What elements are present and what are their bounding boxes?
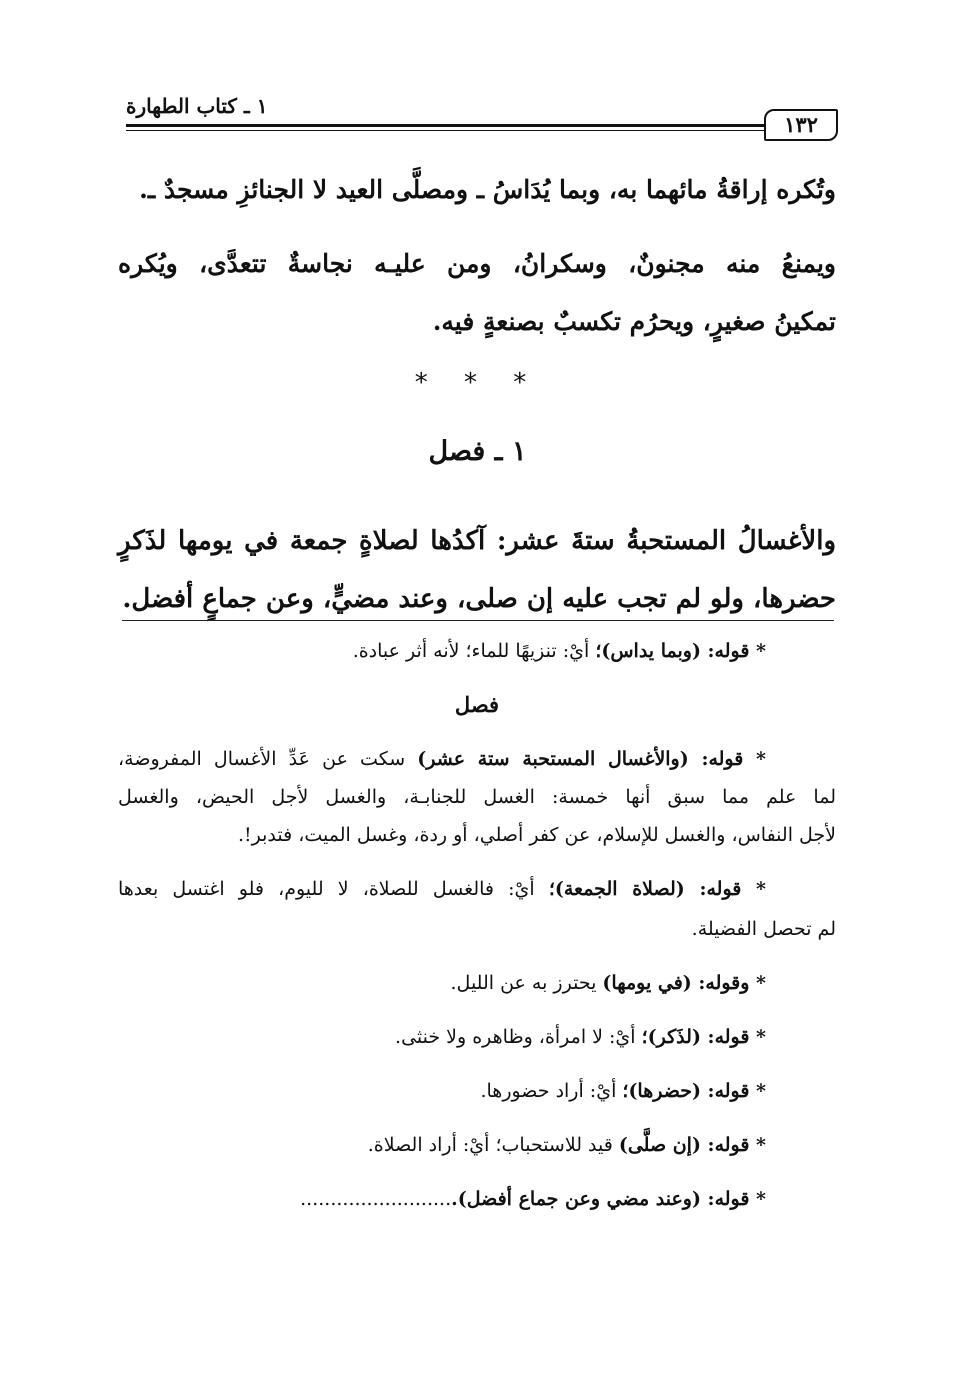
footnote-divider (122, 620, 834, 621)
main-paragraph-3 (118, 512, 836, 628)
footnotes (118, 634, 836, 1216)
footnote-continuation-dots: ......................... (300, 1188, 452, 1210)
main-paragraph-1 (118, 170, 836, 210)
main-line: تمكينُ صغيرٍ، ويحرُم تكسبٌ بصنعةٍ فيه. (432, 307, 836, 336)
footnote-text: سكت عن عَدِّ الأغسال المفروضة، (118, 748, 418, 770)
chapter-title: ١ ـ كتاب الطهارة (126, 94, 268, 118)
footnote-line: لأجل النفاس، والغسل للإسلام، عن كفر أصلي، أو ردة، وغسل الميت، فتدبر!. (237, 824, 836, 846)
footnote (118, 872, 836, 906)
footnote-lemma: * قوله: (حضرها)؛ (622, 1080, 766, 1102)
footnote (118, 1182, 836, 1216)
footnote-text: أيْ: لا امرأة، وظاهره ولا خنثى. (395, 1026, 642, 1048)
footnote-text: أيْ: تنزيهًا للماء؛ لأنه أثر عبادة. (352, 640, 596, 662)
footnote-lemma: * قوله: (وعند مضي وعن جماع أفضل). (451, 1188, 766, 1210)
footnote (118, 1074, 836, 1108)
footnote-text: قيد للاستحباب؛ أيْ: أراد الصلاة. (367, 1134, 619, 1156)
footnote-lemma: * قوله: (إن صلَّى) (618, 1134, 766, 1156)
footnote (118, 634, 836, 668)
footnote-text: يحترز به عن الليل. (450, 972, 603, 994)
main-line: حضرها، ولو لم تجب عليه إن صلى، وعند مضيٍّ، وعن جماعٍ أفضل. (122, 584, 836, 614)
footnote-text: أيْ: فالغسل للصلاة، لا لليوم، فلو اغتسل بعدها (118, 878, 549, 900)
main-paragraph-2 (118, 235, 836, 351)
footnote-lemma: * قوله: (لذَكر)؛ (641, 1026, 766, 1048)
footnote-lemma: * قوله: (وبما يداس)؛ (595, 640, 766, 662)
footnote-text: أيْ: أراد حضورها. (480, 1080, 623, 1102)
main-line: وتُكره إراقةُ مائهما به، وبما يُدَاسُ ـ ومصلَّى العيد لا الجنائزِ مسجدٌ ـ. (139, 175, 836, 204)
header-rule-thick (126, 124, 768, 127)
footnote-lemma: * وقوله: (في يومها) (602, 972, 766, 994)
page-number: ١٣٢ (764, 109, 838, 141)
page-header (126, 96, 838, 140)
footnote-section-title: فصل (454, 692, 500, 717)
section-separator: * * * (414, 368, 541, 398)
section-title: ١ ـ فصل (428, 436, 527, 467)
footnote-line: لم تحصل الفضيلة. (691, 918, 836, 940)
footnote (118, 966, 836, 1000)
footnote (118, 1020, 836, 1054)
footnote-line: لما علم مما سبق أنها خمسة: الغسل للجنابـة، والغسل لأجل الحيض، والغسل (118, 786, 836, 808)
footnote-lemma: * قوله: (والأغسال المستحبة ستة عشر) (417, 748, 766, 770)
header-rule-thin (126, 130, 768, 131)
footnote (118, 1128, 836, 1162)
main-line: والأغسالُ المستحبةُ ستةَ عشر: آكدُها لصلاةٍ جمعة في يومها لذَكرٍ (118, 526, 836, 556)
main-line: ويمنعُ منه مجنونٌ، وسكرانُ، ومن عليـه نجاسةٌ تتعدَّى، ويُكره (118, 249, 836, 278)
footnote (118, 742, 836, 776)
footnote-lemma: * قوله: (لصلاة الجمعة)؛ (548, 878, 766, 900)
